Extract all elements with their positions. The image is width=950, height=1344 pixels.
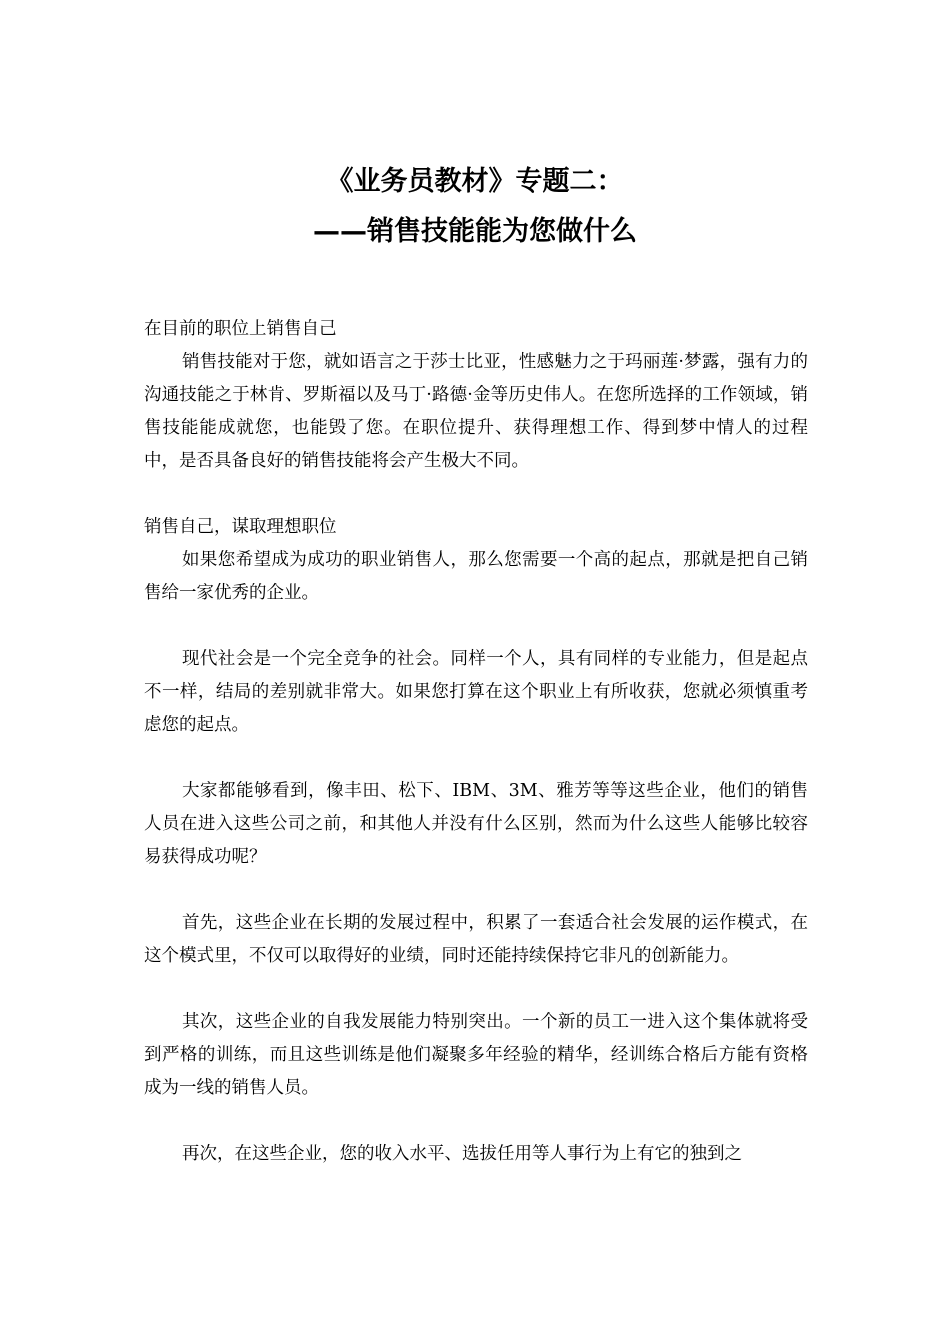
paragraph: 现代社会是一个完全竞争的社会。同样一个人，具有同样的专业能力，但是起点不一样，结局的差别就非常大。如果您打算在这个职业上有所收获，您就必须慎重考虑您的起点。	[144, 649, 808, 735]
paragraph: 其次，这些企业的自我发展能力特别突出。一个新的员工一进入这个集体就将受到严格的训练，而且这些训练是他们凝聚多年经验的精华，经训练合格后方能有资格成为一线的销售人员。	[144, 1012, 808, 1098]
section-heading: 在目前的职位上销售自己	[144, 319, 337, 339]
paragraph-gap	[144, 742, 808, 775]
paragraph-gap	[144, 1105, 808, 1138]
document-title: 《业务员教材》专题二：	[326, 166, 624, 197]
document-body	[144, 313, 808, 1171]
paragraph-gap	[144, 610, 808, 643]
paragraph: 再次，在这些企业，您的收入水平、选拔任用等人事行为上有它的独到之	[182, 1144, 742, 1164]
document-subtitle: ——销售技能能为您做什么	[313, 216, 637, 247]
paragraph-gap	[144, 874, 808, 907]
section-heading: 销售自己，谋取理想职位	[144, 517, 337, 537]
paragraph-gap	[144, 478, 808, 511]
paragraph-gap	[144, 973, 808, 1006]
paragraph: 销售技能对于您，就如语言之于莎士比亚，性感魅力之于玛丽莲·梦露，强有力的沟通技能之于林肯、罗斯福以及马丁·路德·金等历史伟人。在您所选择的工作领域，销售技能能成就您，也能毁了您。在职位提升、获得理想工作、得到梦中情人的过程中，是否具备良好的销售技能将会产生极大不同。	[144, 352, 808, 471]
paragraph: 大家都能够看到，像丰田、松下、IBM、3M、雅芳等等这些企业，他们的销售人员在进入这些公司之前，和其他人并没有什么区别，然而为什么这些人能够比较容易获得成功呢？	[144, 781, 808, 867]
paragraph: 如果您希望成为成功的职业销售人，那么您需要一个高的起点，那就是把自己销售给一家优秀的企业。	[144, 550, 808, 603]
paragraph: 首先，这些企业在长期的发展过程中，积累了一套适合社会发展的运作模式，在这个模式里，不仅可以取得好的业绩，同时还能持续保持它非凡的创新能力。	[144, 913, 808, 966]
